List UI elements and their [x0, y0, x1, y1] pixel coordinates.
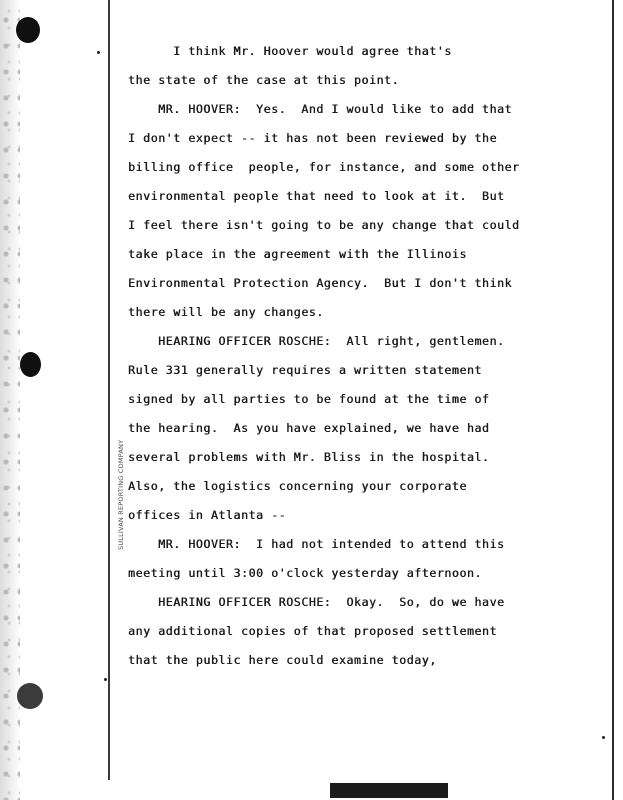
publisher-credit: SULLIVAN REPORTING COMPANY [117, 439, 125, 550]
transcript-line: signed by all parties to be found at the time of [128, 392, 490, 406]
left-margin-rule [108, 0, 110, 780]
right-margin-rule [612, 0, 614, 800]
transcript-line: I don't expect -- it has not been reviewed by the [128, 131, 497, 145]
transcript-line: the state of the case at this point. [128, 73, 400, 87]
transcript-line: MR. HOOVER: Yes. And I would like to add that [128, 102, 513, 116]
transcript-line: several problems with Mr. Bliss in the hospital. [128, 450, 490, 464]
transcript-line: any additional copies of that proposed settlement [128, 624, 497, 638]
transcript-line: take place in the agreement with the Illinois [128, 247, 467, 261]
margin-dot [602, 736, 605, 739]
transcript-line: HEARING OFFICER ROSCHE: All right, gentlemen. [128, 334, 505, 348]
transcript-line: MR. HOOVER: I had not intended to attend this [128, 537, 505, 551]
transcript-line: environmental people that need to look at it. But [128, 189, 505, 203]
footer-stamp [330, 783, 448, 798]
transcript-line: Environmental Protection Agency. But I don't think [128, 276, 513, 290]
transcript-line: meeting until 3:00 o'clock yesterday afternoon. [128, 566, 482, 580]
binder-hole-bottom [17, 683, 43, 709]
transcript-body [128, 37, 608, 675]
transcript-line: I think Mr. Hoover would agree that's [128, 44, 452, 58]
scan-left-edge [0, 0, 20, 800]
transcript-line: Also, the logistics concerning your corporate [128, 479, 467, 493]
transcript-line: billing office people, for instance, and some other [128, 160, 520, 174]
transcript-line: offices in Atlanta -- [128, 508, 287, 522]
transcript-line: there will be any changes. [128, 305, 324, 319]
transcript-line: I feel there isn't going to be any change that could [128, 218, 520, 232]
transcript-line: the hearing. As you have explained, we have had [128, 421, 490, 435]
transcript-line: Rule 331 generally requires a written statement [128, 363, 482, 377]
margin-dot [104, 678, 107, 681]
transcript-line: that the public here could examine today, [128, 653, 437, 667]
transcript-line: HEARING OFFICER ROSCHE: Okay. So, do we have [128, 595, 505, 609]
binder-hole-middle [20, 352, 41, 377]
binder-hole-top [16, 17, 40, 43]
margin-dot [97, 51, 100, 54]
